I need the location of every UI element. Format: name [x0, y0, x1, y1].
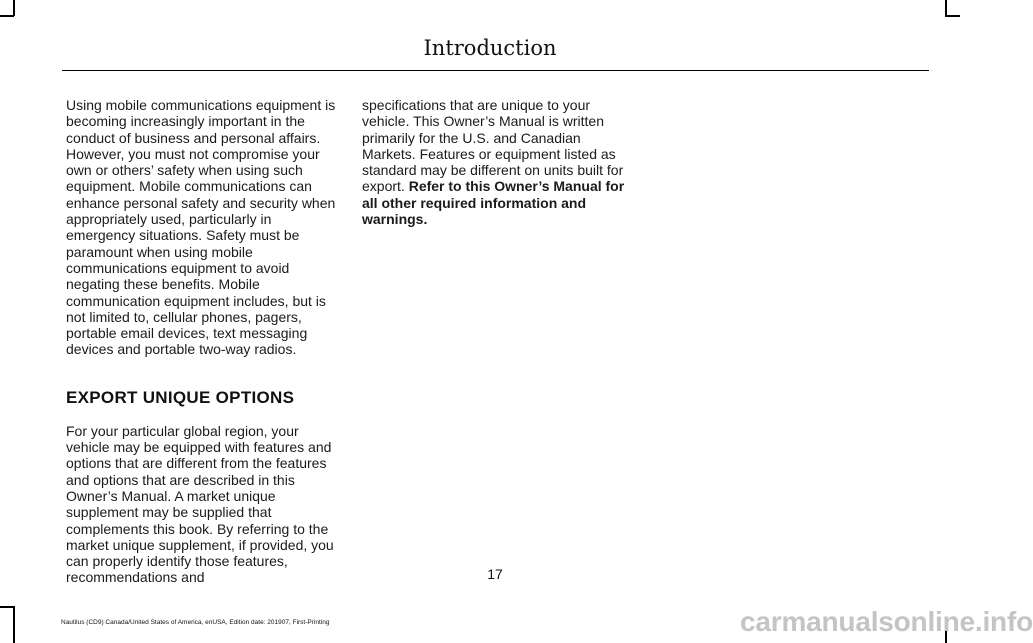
right-column [362, 97, 634, 227]
crop-mark-top-left-horizontal [0, 15, 14, 17]
crop-mark-top-right-horizontal [945, 15, 960, 17]
specifications-text: specifications that are unique to your vehicle. This Owner’s Manual is written primarily for the U.S. and Canadian Markets. Features or equipment listed as standard may be different on units built for export. [362, 97, 624, 195]
crop-mark-bottom-left-vertical [13, 606, 15, 643]
refer-to-manual-warning: Refer to this Owner’s Manual for all other required information and warnings. [362, 178, 625, 228]
page-number: 17 [487, 566, 503, 582]
body-paragraph-mobile-communications: Using mobile communications equipment is becoming increasingly important in the conduct of business and personal affairs. However, you must not compromise your own or others’ safety when using such equipment. Mobile communications can enhance personal safety and security when appropriately used, particularly in emergency situations. Safety must be paramount when using mobile communications equipment to avoid negating these benefits. Mobile communication equipment includes, but is not limited to, cellular phones, pagers, portable email devices, text messaging devices and portable two-way radios. [66, 97, 336, 358]
crop-mark-top-right-vertical [945, 0, 947, 16]
crop-mark-top-left-vertical [13, 0, 15, 16]
section-heading: EXPORT UNIQUE OPTIONS [66, 387, 295, 407]
body-paragraph-export-options: For your particular global region, your vehicle may be equipped with features and options that are different from the features and options that are described in this Owner’s Manual. A market unique supplement may be supplied that complements this book. By referring to the market unique supplement, if provided, you can properly identify those features, recommendations and [66, 422, 334, 586]
page-title: Introduction [423, 36, 557, 60]
watermark-logo: carmanualsonline.info [740, 606, 1033, 637]
left-column [66, 97, 341, 586]
header-rule [62, 70, 929, 71]
body-paragraph-specifications [362, 97, 634, 227]
crop-mark-bottom-left-horizontal [0, 606, 14, 608]
edition-info: Nautilus (CD9) Canada/United States of America, enUSA, Edition date: 201907, First-Printing [61, 619, 330, 626]
